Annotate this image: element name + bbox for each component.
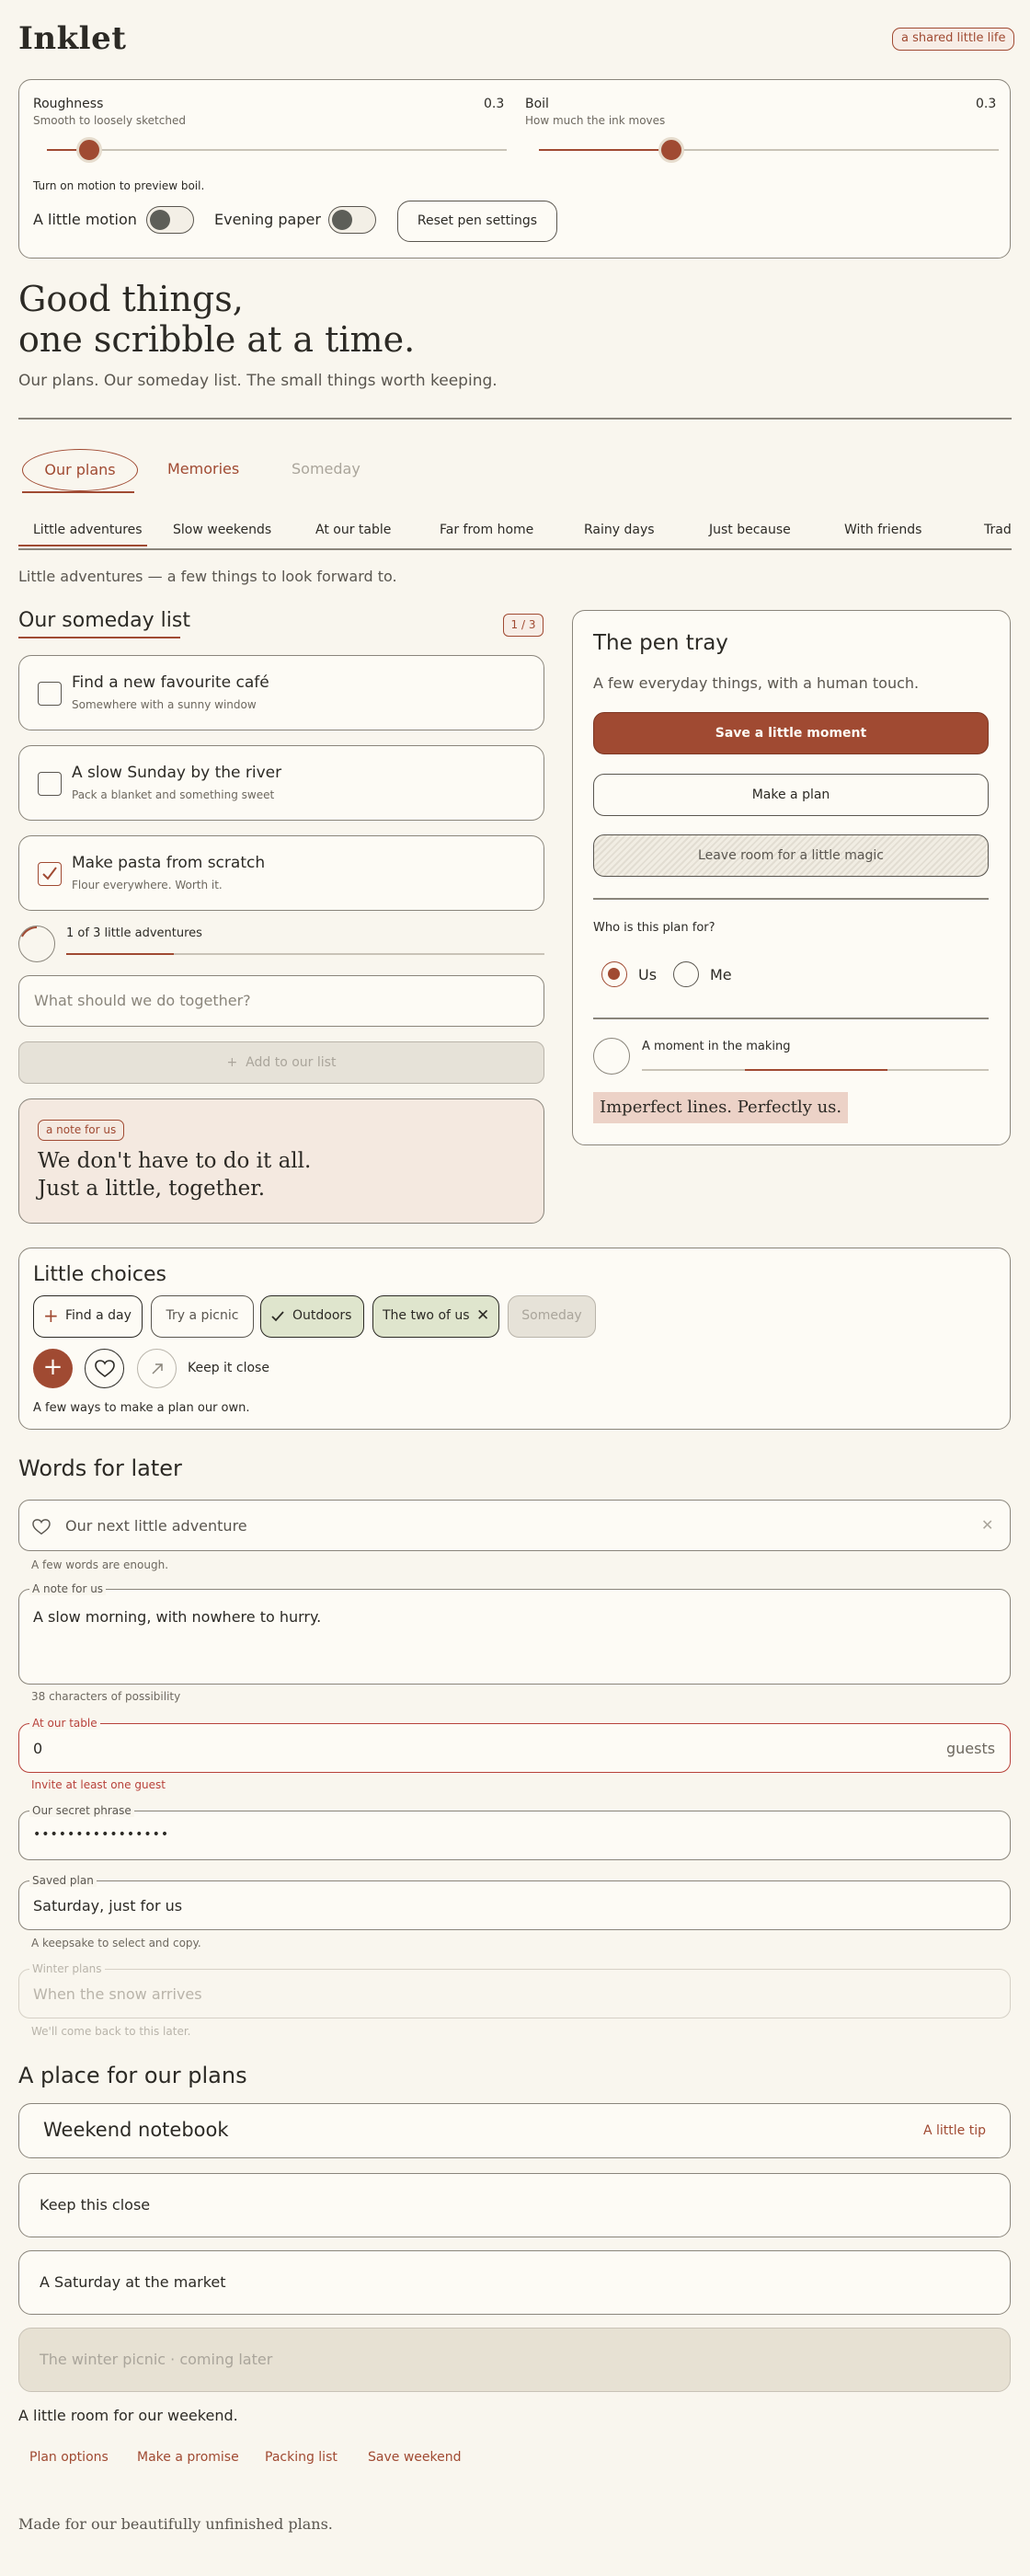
tab-memories[interactable]: Memories (167, 460, 240, 477)
list-item[interactable] (18, 745, 544, 821)
note-badge: a note for us (38, 1120, 124, 1141)
choices-title: Little choices (33, 1263, 166, 1286)
saved-plan-input[interactable] (18, 1880, 1011, 1930)
subtab-rainy-days[interactable]: Rainy days (584, 523, 655, 537)
progress-text: 1 of 3 little adventures (66, 926, 202, 940)
paper-toggle-knob (332, 210, 352, 230)
list-item-subtitle: Somewhere with a sunny window (72, 698, 257, 711)
heart-icon (95, 1360, 115, 1378)
tray-divider (593, 1018, 989, 1019)
progress-ring (18, 926, 55, 962)
plan-for-question: Who is this plan for? (593, 921, 715, 935)
roughness-track[interactable] (47, 149, 507, 151)
brand-badge: a shared little life (892, 28, 1014, 51)
add-fab-button[interactable] (33, 1349, 73, 1388)
radio-me[interactable] (673, 961, 699, 987)
checkbox-checked[interactable] (38, 862, 62, 886)
card-title: The winter picnic · coming later (40, 2351, 273, 2368)
secret-value: •••••••••••••••• (33, 1827, 170, 1842)
pen-tray-title: The pen tray (593, 631, 728, 655)
check-icon (270, 1309, 285, 1324)
plus-icon: + (43, 1305, 59, 1327)
check-icon (39, 863, 61, 885)
paper-label: Evening paper (214, 211, 321, 228)
moment-fill (745, 1069, 887, 1071)
search-value: Our next little adventure (65, 1517, 247, 1535)
footer-text: Made for our beautifully unfinished plans. (18, 2515, 333, 2533)
chip-two-of-us[interactable] (372, 1295, 499, 1338)
notebook-title: Weekend notebook (43, 2119, 229, 2141)
radio-dot (608, 968, 620, 980)
radio-us-label[interactable]: Us (638, 966, 658, 983)
search-helper: A few words are enough. (31, 1558, 169, 1571)
card-title: Keep this close (40, 2196, 151, 2214)
radio-us[interactable] (601, 961, 627, 987)
note-textarea[interactable] (18, 1589, 1011, 1685)
winter-plans-input (18, 1969, 1011, 2018)
save-weekend-link[interactable]: Save weekend (368, 2450, 462, 2465)
note-value: A slow morning, with nowhere to hurry. (33, 1608, 322, 1626)
subtab-trad[interactable]: Trad (984, 523, 1012, 537)
moment-progress-label: A moment in the making (642, 1040, 791, 1053)
tab-our-plans[interactable]: Our plans (22, 449, 138, 491)
card-title: A Saturday at the market (40, 2273, 226, 2291)
chip-someday-disabled: Someday (508, 1295, 596, 1338)
winter-field-label: Winter plans (29, 1962, 105, 1975)
subtab-with-friends[interactable]: With friends (844, 523, 922, 537)
clear-icon[interactable]: ✕ (981, 1516, 994, 1534)
divider (18, 418, 1012, 420)
plus-icon: + (226, 1055, 238, 1070)
make-promise-link[interactable]: Make a promise (137, 2450, 239, 2465)
chip-label: Find a day (65, 1308, 132, 1323)
chip-label: Outdoors (292, 1308, 352, 1323)
subtab-slow-weekends[interactable]: Slow weekends (173, 523, 272, 537)
brand-logo: Inklet (18, 20, 127, 57)
keep-close-card[interactable] (18, 2173, 1011, 2237)
winter-helper: We'll come back to this later. (31, 2025, 191, 2038)
motion-hint: Turn on motion to preview boil. (33, 179, 205, 192)
pen-settings-panel (18, 79, 1011, 259)
active-tab-underline (22, 491, 134, 493)
guests-unit: guests (946, 1740, 996, 1757)
winter-placeholder: When the snow arrives (33, 1985, 202, 2003)
pen-tray-description: A few everyday things, with a human touch. (593, 674, 920, 692)
saved-helper: A keepsake to select and copy. (31, 1937, 201, 1949)
radio-me-label[interactable]: Me (710, 966, 732, 983)
market-card[interactable] (18, 2250, 1011, 2315)
boil-label: Boil (525, 97, 549, 111)
packing-list-link[interactable]: Packing list (265, 2450, 338, 2465)
make-plan-button[interactable]: Make a plan (593, 774, 989, 816)
secret-phrase-input[interactable] (18, 1811, 1011, 1860)
note-helper: 38 characters of possibility (31, 1690, 181, 1703)
hero-subtitle: Our plans. Our someday list. The small things worth keeping. (18, 372, 498, 390)
motion-label: A little motion (33, 211, 137, 228)
chip-try-picnic[interactable]: Try a picnic (151, 1295, 254, 1338)
add-to-list-button[interactable] (18, 1041, 544, 1084)
hero-title-line1: Good things, (18, 279, 244, 319)
plus-icon: + (42, 1353, 63, 1381)
leave-room-button[interactable]: Leave room for a little magic (593, 834, 989, 877)
secret-field-label: Our secret phrase (29, 1804, 134, 1817)
chip-find-a-day[interactable] (33, 1295, 143, 1338)
checkbox[interactable] (38, 682, 62, 706)
moment-spinner (593, 1038, 630, 1075)
guests-input[interactable] (18, 1723, 1011, 1773)
subtab-divider (18, 548, 1012, 550)
subtab-active-indicator (18, 545, 147, 546)
list-item[interactable] (18, 835, 544, 911)
progress-ring-arc (18, 926, 55, 962)
boil-fill (539, 149, 677, 151)
list-page-badge: 1 / 3 (503, 614, 544, 637)
progress-fill (66, 953, 174, 955)
saved-value: Saturday, just for us (33, 1897, 183, 1915)
add-button-label: Add to our list (246, 1055, 337, 1070)
arrow-up-right-icon (150, 1362, 165, 1376)
roughness-slider-thumb[interactable] (76, 137, 102, 163)
weekend-notebook-card[interactable] (18, 2103, 1011, 2158)
list-item[interactable] (18, 655, 544, 730)
new-item-input[interactable] (18, 975, 544, 1027)
subtab-little-adventures[interactable]: Little adventures (33, 523, 143, 537)
tab-someday[interactable]: Someday (292, 460, 360, 477)
keep-close-label: Keep it close (188, 1361, 269, 1375)
choices-caption: A few ways to make a plan our own. (33, 1401, 250, 1415)
search-input[interactable] (18, 1500, 1011, 1551)
hero-title-line2: one scribble at a time. (18, 319, 416, 360)
list-item-title: Find a new favourite café (72, 673, 269, 692)
roughness-description: Smooth to loosely sketched (33, 114, 186, 127)
winter-picnic-card-disabled (18, 2328, 1011, 2392)
evening-paper-toggle[interactable] (328, 206, 376, 234)
chip-label: The two of us (383, 1308, 470, 1323)
tip-link[interactable]: A little tip (923, 2123, 987, 2138)
place-caption: A little room for our weekend. (18, 2407, 238, 2424)
section-caption: Little adventures — a few things to look forward to. (18, 568, 397, 585)
roughness-label: Roughness (33, 97, 104, 111)
guests-value: 0 (33, 1740, 43, 1757)
plan-options-link[interactable]: Plan options (29, 2450, 109, 2465)
highlight-text: Imperfect lines. Perfectly us. (593, 1092, 848, 1123)
words-title: Words for later (18, 1455, 182, 1481)
title-underline (18, 637, 180, 638)
save-moment-button[interactable]: Save a little moment (593, 712, 989, 754)
close-icon[interactable]: ✕ (476, 1306, 490, 1325)
someday-list-title: Our someday list (18, 609, 190, 632)
roughness-value: 0.3 (484, 97, 505, 111)
checkbox[interactable] (38, 772, 62, 796)
list-item-subtitle: Pack a blanket and something sweet (72, 788, 275, 801)
favorite-button[interactable] (85, 1349, 124, 1388)
boil-value: 0.3 (976, 97, 997, 111)
note-line2: Just a little, together. (38, 1177, 266, 1201)
subtab-at-our-table[interactable]: At our table (315, 523, 392, 537)
place-title: A place for our plans (18, 2063, 247, 2088)
motion-toggle[interactable] (146, 206, 194, 234)
boil-description: How much the ink moves (525, 114, 666, 127)
note-field-label: A note for us (29, 1582, 106, 1595)
list-item-title: A slow Sunday by the river (72, 764, 282, 782)
note-card (18, 1098, 544, 1224)
share-button[interactable] (137, 1349, 177, 1388)
tray-divider (593, 898, 989, 900)
new-item-placeholder: What should we do together? (34, 992, 251, 1009)
saved-field-label: Saved plan (29, 1874, 97, 1887)
chip-outdoors[interactable] (260, 1295, 364, 1338)
reset-pen-settings-button[interactable]: Reset pen settings (397, 201, 557, 242)
subtab-just-because[interactable]: Just because (709, 523, 791, 537)
guests-error: Invite at least one guest (31, 1778, 166, 1791)
list-item-title: Make pasta from scratch (72, 854, 266, 872)
list-item-subtitle: Flour everywhere. Worth it. (72, 879, 223, 891)
heart-icon (32, 1519, 51, 1535)
note-line1: We don't have to do it all. (38, 1149, 312, 1173)
subtab-far-from-home[interactable]: Far from home (440, 523, 534, 537)
motion-toggle-knob (150, 210, 170, 230)
boil-slider-thumb[interactable] (658, 137, 684, 163)
guests-field-label: At our table (29, 1717, 100, 1730)
